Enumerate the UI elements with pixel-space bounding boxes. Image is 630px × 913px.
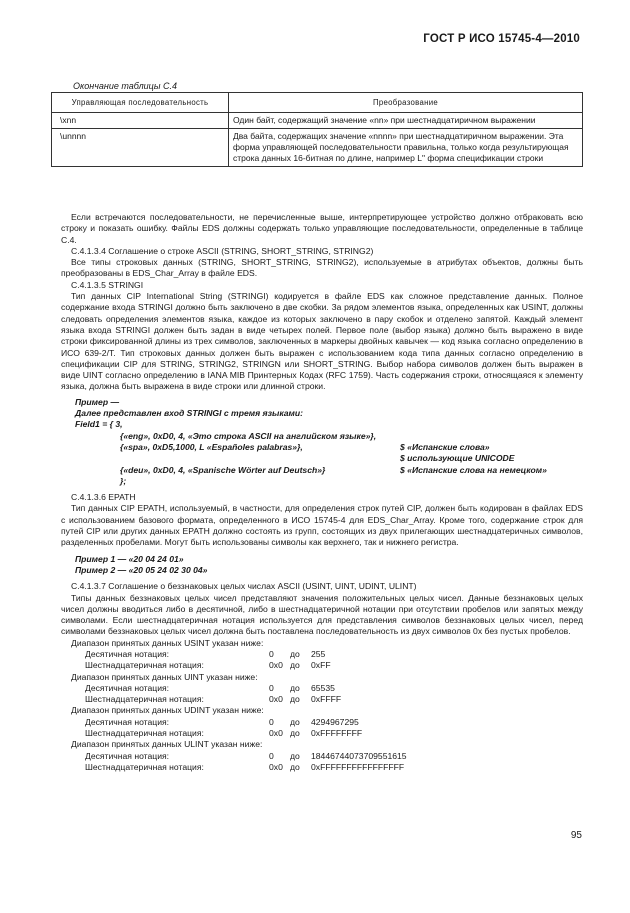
range-block (61, 705, 583, 739)
range-to: 4294967295 (311, 716, 359, 727)
table-row (52, 113, 583, 129)
example-2: Пример 2 — «20 05 24 02 30 04» (75, 564, 208, 575)
section-heading: C.4.1.3.7 Соглашение о беззнаковых целых числах ASCII (USINT, UINT, UDINT, ULINT) (71, 581, 417, 592)
range-title-text: Диапазон принятых данных UINT указан ниже: (71, 671, 258, 682)
paragraph: Типы данных беззнаковых целых чисел представляют значения положительных целых чисел. Данные беззнаковых целых чисел должны вводиться либо в десятичной, либо в шестнадцатеричной нотации при отсутствии пробелов или запятых между символами. Если шестнадцатеричная нотация используется для представления символов беззнаковых целых чисел, перед символами беззнаковых целых чисел должна быть поставлена последовательность из двух символов 0x без пустых пробелов. (61, 592, 583, 637)
range-to: 18446744073709551615 (311, 750, 407, 761)
range-line (61, 649, 583, 660)
code-text: {«eng», 0xD0, 4, «Это строка ASCII на английском языке»}, (120, 430, 377, 441)
range-line (61, 728, 583, 739)
range-from: 0 (269, 648, 274, 659)
notation-label: Шестнадцатеричная нотация: (85, 728, 204, 739)
example-code-line (61, 431, 583, 442)
code-comment: $ «Испанские слова» (400, 441, 490, 452)
code-comment: $ использующие UNICODE (400, 453, 515, 464)
range-title (61, 672, 583, 683)
range-to-word: до (290, 750, 300, 761)
range-to-word: до (290, 648, 300, 659)
paragraph: Тип данных CIP EPATH, используемый, в частности, для определения строк путей CIP, должен быть кодирован в файлах EDS с использованием базового формата, определенного в ИСО 15745-4 для EDS_Char_Array. Кроме того, содержание строк для путей CIP или других данных EPATH должно состоять из групп, состоящих из двух прилегающих шестнадцатеричных символов, разделенных пробелами. Могут быть использованы символы как верхнего, так и нижнего регистра. (61, 503, 583, 548)
range-block (61, 739, 583, 773)
code-comment: $ «Испанские слова на немецком» (400, 464, 547, 475)
table-caption: Окончание таблицы С.4 (73, 81, 177, 91)
table-header-cell: Преобразование (229, 93, 583, 113)
range-to: 0xFFFFFFFF (311, 728, 363, 739)
range-to: 0xFFFFFFFFFFFFFFFF (311, 761, 405, 772)
section-heading: C.4.1.3.5 STRINGI (71, 279, 144, 290)
example-code-line (61, 453, 583, 464)
table-cell: \xnn (52, 113, 229, 129)
example-1: Пример 1 — «20 04 24 01» (75, 553, 184, 564)
code-text: {«spa», 0xD5,1000, L «Españoles palabras»}, (120, 441, 303, 452)
range-title (61, 638, 583, 649)
paragraph: Все типы строковых данных (STRING, SHORT_STRING, STRING2), используемые в атрибутах объектов, должны быть преобразованы в EDS_Char_Array в файле EDS. (61, 257, 583, 279)
range-line (61, 717, 583, 728)
range-from: 0x0 (269, 660, 283, 671)
notation-label: Шестнадцатеричная нотация: (85, 761, 204, 772)
notation-label: Шестнадцатеричная нотация: (85, 694, 204, 705)
table-cell: \unnnn (52, 129, 229, 167)
range-from: 0 (269, 716, 274, 727)
paragraph: Тип данных CIP International String (STRINGI) кодируется в файле EDS как сложное представление данных. Полное содержание входа STRINGI должно быть заключено в две скобки. За рядом элементов языка, определенных как USINT, должны следовать определения элементов языка, каждое из которых заключено в пару скобок и отделено запятой. Каждый элемент языка входа STRINGI должен быть задан в виде четырех полей. Первое поле (выбор языка) должно быть выражено в виде строки фиксированной длины из трех символов, заключенных в маркеры двойных кавычек — код языка согласно определению в ИСО 639-2/Т. Тип строковых данных должен быть выражен с использованием кода типа данных согласно определению в спецификации CIP для STRING, STRING2, STRINGN или SHORT_STRING. Выбор набора символов должен быть выражен в виде UINT согласно определению в IANA MIB Принтерных Кодах (RFC 1759). Часть содержания строки, относящаяся к элементу языка, должна быть выражена в виде строки или длинной строки. (61, 291, 583, 392)
notation-label: Десятичная нотация: (85, 648, 170, 659)
range-from: 0 (269, 750, 274, 761)
range-to: 255 (311, 648, 326, 659)
range-to-word: до (290, 716, 300, 727)
table-header-cell: Управляющая последовательность (52, 93, 229, 113)
table-row (52, 129, 583, 167)
escape-sequence-table (51, 92, 583, 167)
range-line (61, 683, 583, 694)
range-to-word: до (290, 728, 300, 739)
example-intro: Далее представлен вход STRINGI с тремя языками: (75, 408, 304, 419)
table-cell: Один байт, содержащий значение «nn» при шестнадцатиричном выражении (229, 113, 583, 129)
code-text: }; (120, 475, 127, 486)
example-code-line (61, 442, 583, 453)
range-title (61, 705, 583, 716)
range-title-text: Диапазон принятых данных UDINT указан ниже: (71, 705, 264, 716)
range-to-word: до (290, 682, 300, 693)
range-from: 0x0 (269, 694, 283, 705)
section-heading: C.4.1.3.4 Соглашение о строке ASCII (STRING, SHORT_STRING, STRING2) (71, 245, 374, 256)
range-line (61, 762, 583, 773)
range-to: 0xFFFF (311, 694, 342, 705)
range-to: 0xFF (311, 660, 331, 671)
range-list (61, 638, 583, 774)
range-to-word: до (290, 694, 300, 705)
table-cell: Два байта, содержащих значение «nnnn» при шестнадцатиричном выражении. Эта форма управляющей последовательности правильна, только когда результирующая строка данных 16-битная по длине, например L" форма спецификации строки (229, 129, 583, 167)
notation-label: Шестнадцатеричная нотация: (85, 660, 204, 671)
range-line (61, 660, 583, 671)
example-heading: Пример — (75, 396, 120, 407)
example-code: Field1 = { 3, (75, 419, 123, 430)
range-from: 0 (269, 682, 274, 693)
notation-label: Десятичная нотация: (85, 750, 170, 761)
range-from: 0x0 (269, 728, 283, 739)
range-to: 65535 (311, 682, 335, 693)
range-to-word: до (290, 761, 300, 772)
range-block (61, 638, 583, 672)
range-line (61, 694, 583, 705)
example-code-line (61, 465, 583, 476)
notation-label: Десятичная нотация: (85, 716, 170, 727)
range-title-text: Диапазон принятых данных USINT указан ниже: (71, 637, 264, 648)
table-header-row (52, 93, 583, 113)
range-to-word: до (290, 660, 300, 671)
range-title (61, 739, 583, 750)
section-heading: C.4.1.3.6 EPATH (71, 492, 136, 503)
notation-label: Десятичная нотация: (85, 682, 170, 693)
range-title-text: Диапазон принятых данных ULINT указан ниже: (71, 739, 263, 750)
document-header: ГОСТ Р ИСО 15745-4—2010 (423, 33, 580, 45)
body-text (61, 212, 583, 773)
range-line (61, 751, 583, 762)
example-code-line (61, 476, 583, 487)
range-block (61, 672, 583, 706)
range-from: 0x0 (269, 761, 283, 772)
code-text: {«deu», 0xD0, 4, «Spanische Wörter auf Deutsch»} (120, 464, 326, 475)
paragraph: Если встречаются последовательности, не перечисленные выше, интерпретирующее устройство должно отбраковать всю строку и показать ошибку. Файлы EDS должны содержать только управляющие последовательности, определенные в таблице С.4. (61, 212, 583, 245)
page-number: 95 (570, 830, 582, 841)
